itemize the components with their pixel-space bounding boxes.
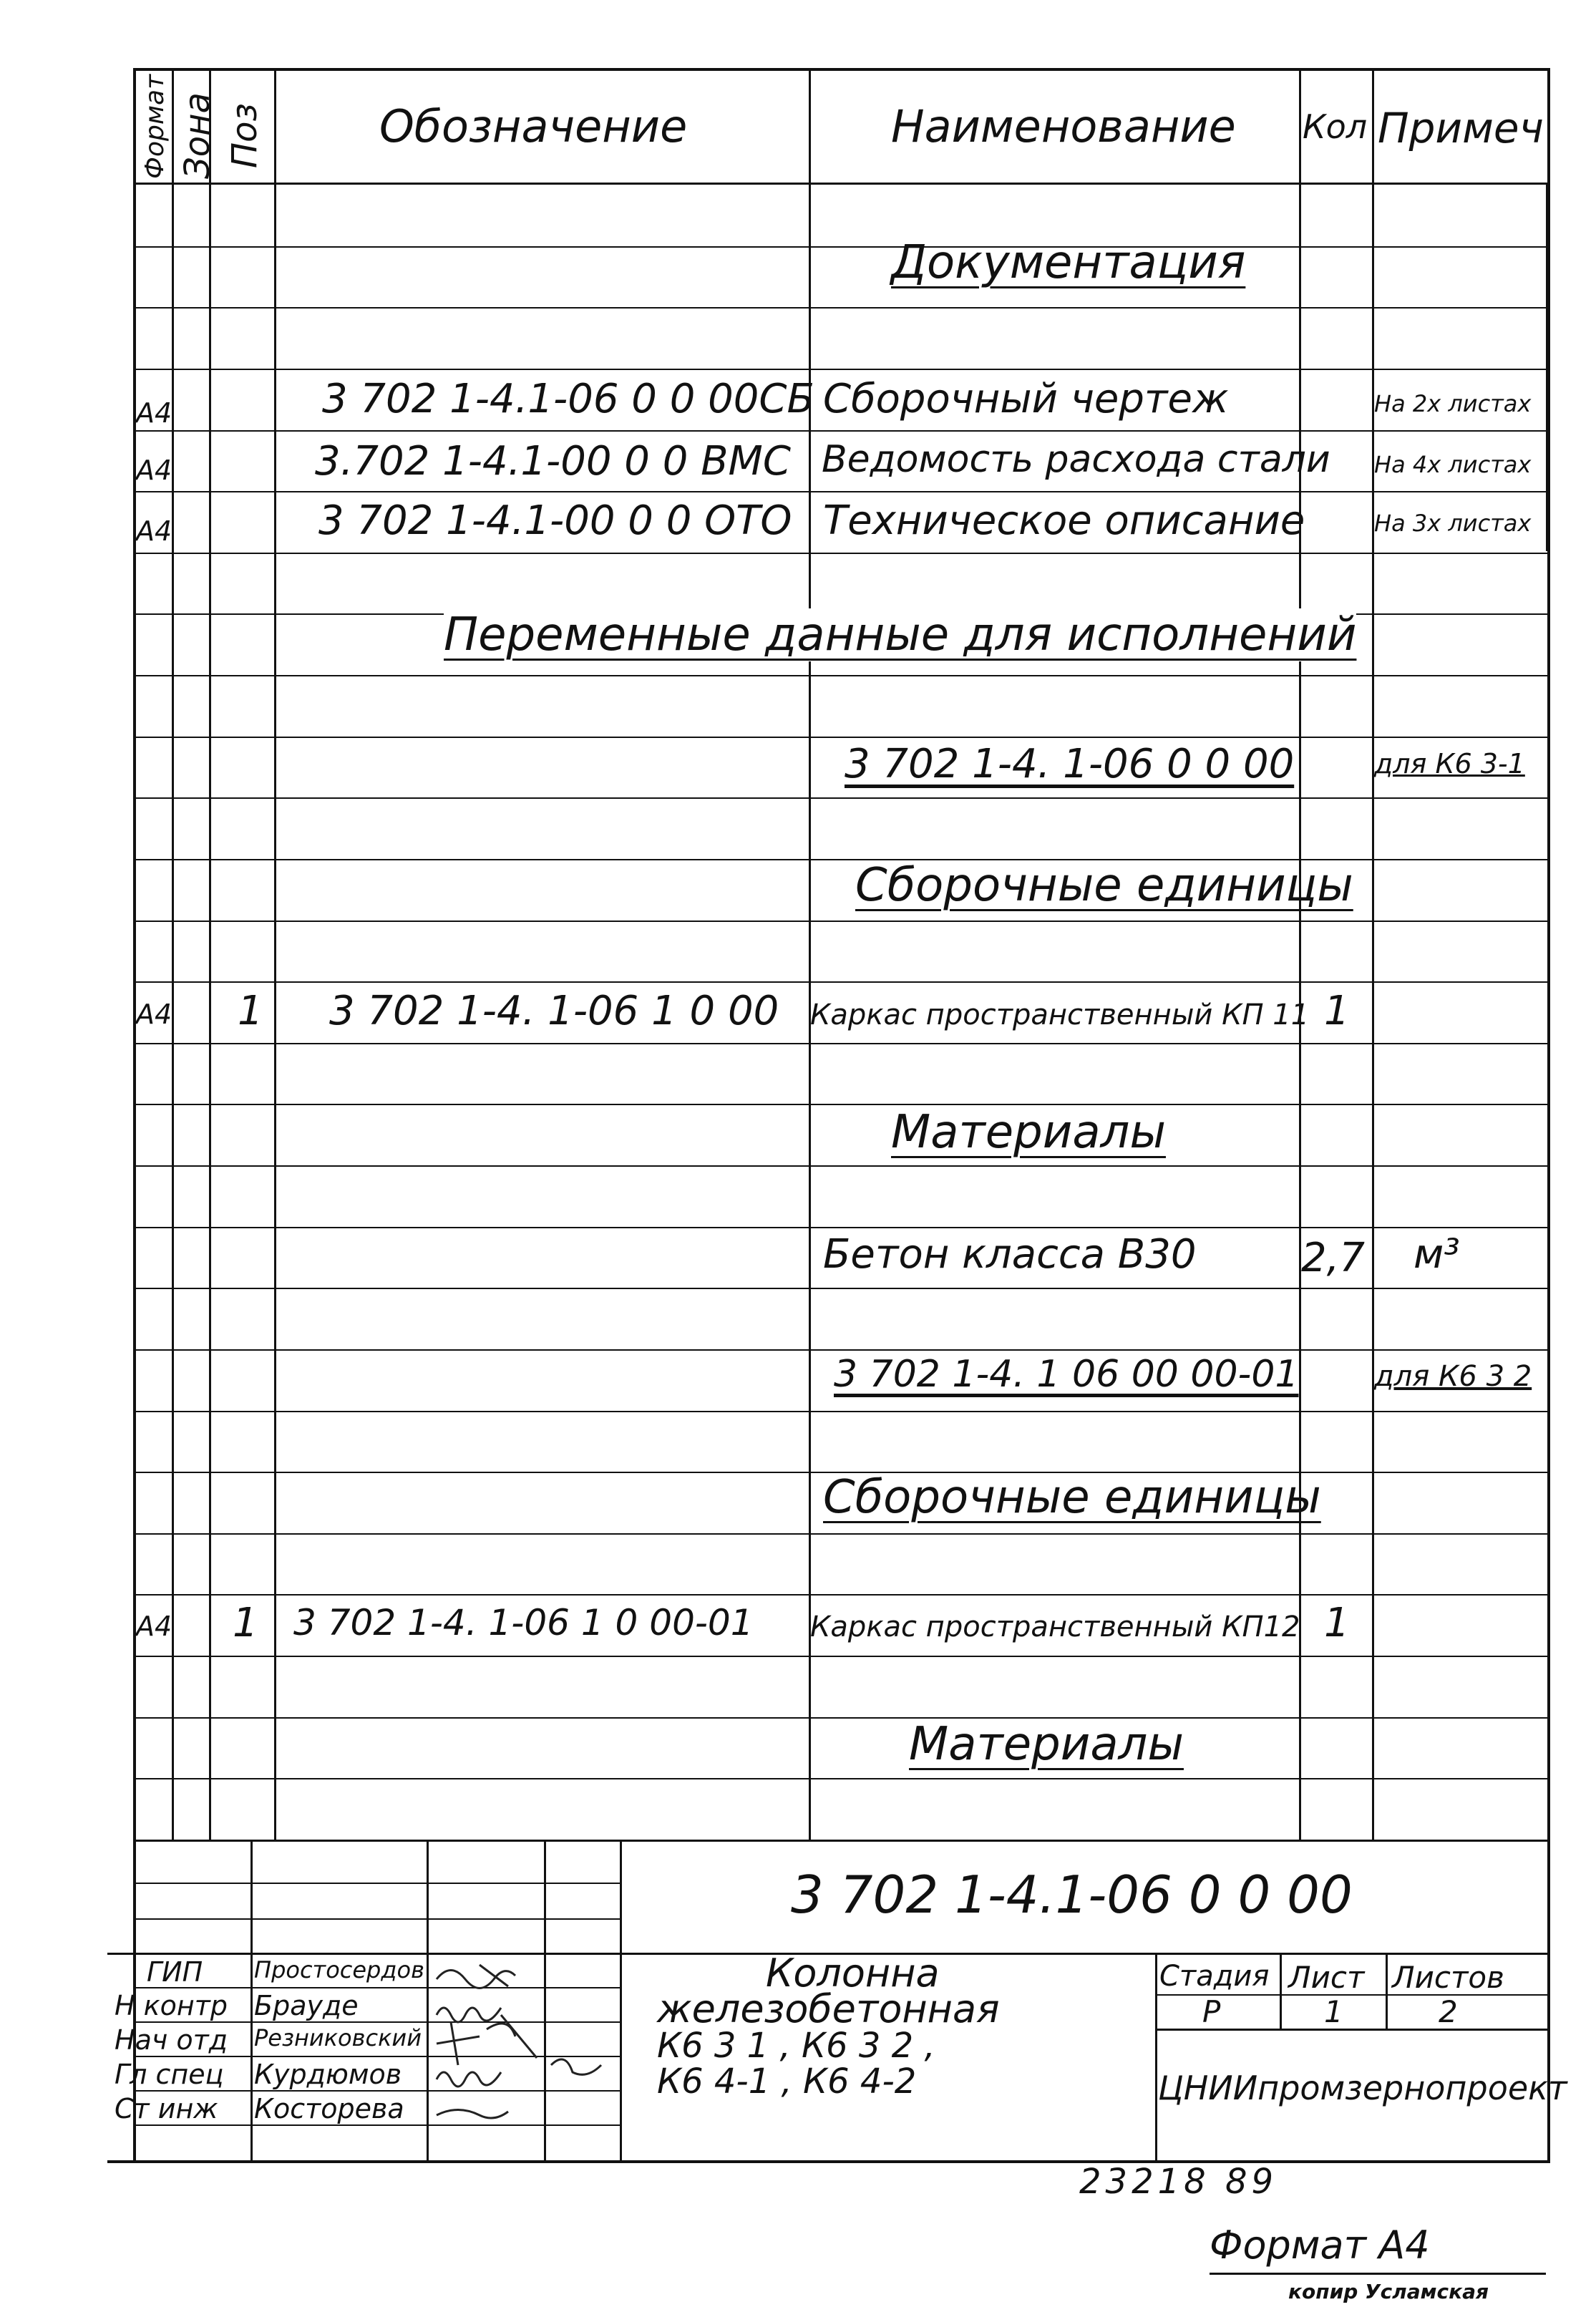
title-line-2: железобетонная — [657, 1986, 1000, 2031]
section-variable-data: Переменные данные для исполнений — [444, 608, 1357, 661]
stage-label: Стадия — [1159, 1960, 1270, 1993]
col-line-pos — [209, 68, 211, 1840]
unit2-qty: 1 — [1324, 1600, 1350, 1646]
col-line-zone — [172, 68, 174, 1840]
frame-left — [133, 68, 136, 2162]
role-gip: ГИП — [147, 1956, 203, 1988]
doc3-format: А4 — [136, 515, 172, 547]
doc2-designation: 3.702 1-4.1-00 0 0 ВМС — [315, 438, 791, 485]
name-kurdyumov: Курдюмов — [254, 2059, 402, 2090]
sheet-label: Лист — [1288, 1960, 1365, 1995]
doc2-format: А4 — [136, 455, 172, 486]
tb-hline-2 — [135, 1918, 621, 1920]
frame-top — [135, 68, 1550, 71]
concrete-name: Бетон класса В30 — [823, 1231, 1197, 1278]
title-line-1: Колонна — [766, 1951, 940, 1996]
variant1-designation: 3 702 1-4. 1-06 0 0 00 — [845, 741, 1295, 787]
col-line-qty — [1299, 68, 1301, 1840]
doc3-note: На 3х листах — [1374, 510, 1532, 537]
doc1-designation: 3 702 1-4.1-06 0 0 00СБ — [322, 376, 814, 422]
unit1-name: Каркас пространственный КП 11 — [810, 999, 1310, 1031]
titleblock-top — [135, 1840, 1550, 1842]
row-line — [135, 430, 1550, 432]
row-line — [135, 1165, 1550, 1167]
row-line — [135, 921, 1550, 922]
title-line-4: К6 4-1 , К6 4-2 — [657, 2061, 917, 2102]
role-gl-spec: Гл спец — [115, 2059, 224, 2090]
row-line — [135, 981, 1550, 983]
unit1-designation: 3 702 1-4. 1-06 1 0 00 — [329, 988, 779, 1034]
name-col-header: Наименование — [891, 100, 1236, 152]
row-line — [135, 1717, 1550, 1719]
zone-col-header: Зона — [177, 92, 218, 179]
row-line — [135, 1656, 1550, 1657]
tb-sheet-vline1 — [1280, 1953, 1282, 2030]
tb-sheet-vline2 — [1386, 1953, 1388, 2030]
section-assembly-units-2: Сборочные единицы — [823, 1471, 1321, 1524]
frame-bottom — [107, 2160, 1550, 2163]
row-line — [135, 1104, 1550, 1105]
title-line-3: К6 3 1 , К6 3 2 , — [657, 2026, 935, 2066]
unit1-qty: 1 — [1324, 988, 1350, 1034]
doc1-format: А4 — [136, 397, 172, 429]
doc2-note: На 4х листах — [1374, 451, 1532, 478]
role-nach-otd: Нач отд — [115, 2024, 228, 2056]
row-line — [135, 369, 1550, 370]
row-line — [135, 1288, 1550, 1289]
section-documentation: Документация — [891, 236, 1246, 289]
row-line — [135, 797, 1550, 799]
stage-value: Р — [1202, 1994, 1221, 2029]
designation-col-header: Обозначение — [379, 100, 688, 152]
unit1-format: А4 — [136, 999, 172, 1030]
doc3-name: Техническое описание — [823, 497, 1305, 544]
doc-note-right — [1546, 183, 1548, 551]
unit2-format: А4 — [136, 1611, 172, 1642]
row-line — [135, 1778, 1550, 1779]
name-prostoserdov: Простосердов — [254, 1956, 424, 1983]
sheets-label: Листов — [1392, 1960, 1504, 1995]
tb-vline-a — [250, 1840, 253, 2162]
doc1-name: Сборочный чертеж — [823, 376, 1229, 422]
doc2-name: Ведомость расхода стали — [822, 438, 1330, 481]
tb-stage-vline — [1155, 1953, 1157, 2162]
format-col-header: Формат — [140, 74, 170, 179]
concrete-note: м³ — [1413, 1231, 1460, 1278]
name-kostoreva: Косторева — [254, 2093, 404, 2124]
section-assembly-units-1: Сборочные единицы — [855, 859, 1353, 912]
tb-vline-b — [427, 1840, 429, 2162]
row-line — [135, 491, 1550, 492]
row-line — [135, 1227, 1550, 1228]
copied-by: копир Усламская — [1288, 2280, 1489, 2303]
role-n-kontr: Н контр — [115, 1990, 228, 2021]
variant1-note: для К6 3-1 — [1374, 748, 1525, 779]
name-braude: Брауде — [254, 1990, 359, 2021]
header-bottom — [135, 183, 1550, 185]
row-line — [135, 1411, 1550, 1412]
sheet-value: 1 — [1324, 1994, 1343, 2029]
doc1-note: На 2х листах — [1374, 390, 1532, 417]
doc3-designation: 3 702 1-4.1-00 0 0 ОТО — [318, 497, 792, 544]
unit1-pos: 1 — [238, 988, 263, 1034]
signatures — [429, 1958, 623, 2158]
row-line — [135, 737, 1550, 738]
row-line — [135, 1349, 1550, 1351]
pos-col-header: Поз — [225, 103, 265, 168]
sheets-value: 2 — [1439, 1994, 1458, 2029]
variant2-note: для К6 3 2 — [1374, 1360, 1532, 1393]
concrete-qty: 2,7 — [1301, 1235, 1366, 1281]
unit2-name: Каркас пространственный КП12 — [810, 1611, 1300, 1643]
section-materials-2: Материалы — [909, 1718, 1184, 1771]
name-reznikovsky: Резниковский — [254, 2024, 422, 2051]
qty-col-header: Кол — [1303, 107, 1368, 146]
role-st-inzh: Ст инж — [115, 2093, 218, 2124]
col-line-name — [809, 68, 811, 1840]
row-line — [135, 675, 1550, 676]
tb-hline-1 — [135, 1883, 621, 1884]
row-line — [135, 307, 1550, 309]
row-line — [135, 553, 1550, 554]
format-label: Формат А4 — [1210, 2223, 1430, 2268]
format-label-underline — [1210, 2273, 1546, 2275]
row-line — [135, 1533, 1550, 1535]
row-line — [135, 246, 1550, 248]
organization: ЦНИИпромзернопроект — [1158, 2069, 1567, 2107]
document-number: 3 702 1-4.1-06 0 0 00 — [791, 1865, 1353, 1925]
note-col-header: Примеч — [1378, 104, 1544, 152]
unit2-pos: 1 — [233, 1600, 258, 1646]
inventory-number: 23218 89 — [1079, 2162, 1278, 2202]
variant2-designation: 3 702 1-4. 1 06 00 00-01 — [834, 1353, 1299, 1396]
row-line — [135, 1043, 1550, 1044]
section-materials-1: Материалы — [891, 1106, 1166, 1159]
col-line-designation — [274, 68, 276, 1840]
unit2-designation: 3 702 1-4. 1-06 1 0 00-01 — [293, 1602, 754, 1643]
row-line — [135, 1594, 1550, 1596]
col-line-note — [1372, 68, 1374, 1840]
